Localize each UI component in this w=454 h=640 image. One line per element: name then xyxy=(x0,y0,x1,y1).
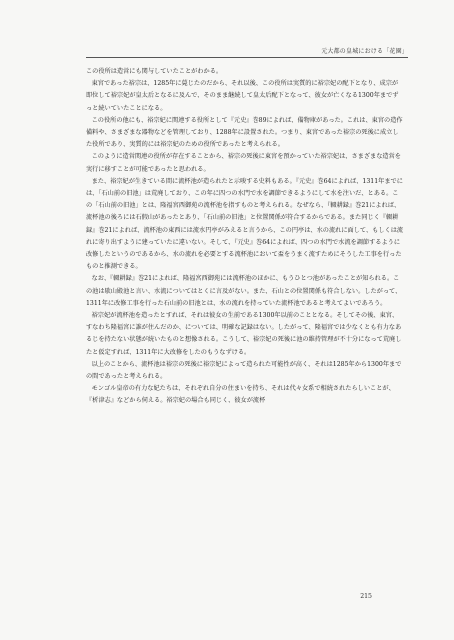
body-text xyxy=(86,66,404,408)
paragraph: なお、『輟耕録』巻21によれば、隆福宮西御苑には流杯池のほかに、もうひとつ池があったことが知られる。この池は歇山殿池と言い、水流についてはとくに言及がない。また、石山との位置関係も符合しない。したがって、1311年に改修工事を行った石山前の旧池とは、水の流れを持っていた流杯池であると考えてよいであろう。 xyxy=(86,275,402,307)
paragraph: モンゴル皇帝の有力な妃たちは、それぞれ自分の住まいを持ち、それは代々女系で相続されたらしいことが、『析津志』などから伺える。裕宗妃の場合も同じく、彼女が流杯 xyxy=(86,385,395,405)
paragraph: 東宮であった裕宗は、1285年に薨じたのだから、それ以後、この役所は実質的に裕宗妃の配下となり、成宗が即位して裕宗妃が皇太后となるに及んで、そのまま継続して皇太后配下となって、彼女が亡くなる1300年までずっと続いていたことになる。 xyxy=(86,80,399,112)
page-number: 215 xyxy=(360,593,372,600)
running-header: 元大都の皇城における「花園」 xyxy=(321,48,408,55)
paragraph: この役所の他にも、裕宗妃に関連する役所として『元史』巻89によれば、備物庫があった。これは、東宮の造作備料や、さまざまな器物などを管理しており、1288年に設置された。つまり、東宮であった裕宗の死後に成立した役所であり、実質的には裕宗妃のための役所であったと考えられる。 xyxy=(86,116,403,149)
header-rule xyxy=(86,57,408,58)
paragraph: また、裕宗妃が生きている間に流杯池が造られたと示唆する史料もある。『元史』巻64によれば、1311年までには、「石山前の旧池」は荒廃しており、この年に四つの水門で水を調節できるようにして水を注いだ、とある。この「石山前の旧池」とは、隆福宮西御苑の流杯池を指すものと考えられる。なぜなら、『輟耕録』巻21によれば、流杯池の後ろには石假山があったとあり、「石山前の旧池」と位置関係が符合するからである。また同じく『輟耕録』巻21によれば、流杯池の東西には流水円亭がみえると言うから、この円亭は、水の流れに面して、もしくは流れに寄り出すように建っていたに違いない。そして、『元史』巻64によれば、四つの水門で水流を調節するように改修したというのであるから、水の流れを必要とする流杯池において盃をうまく流すためにそうした工事を行ったものと推測できる。 xyxy=(86,177,404,271)
paragraph: この役所は造営にも関与していたことがわかる。 xyxy=(86,68,223,75)
paragraph: 以上のことから、流杯池は裕宗の死後に裕宗妃によって造られた可能性が高く、それは1285年から1300年までの間であったと考えられる。 xyxy=(86,360,402,381)
paragraph: このように造営関連の役所が存在することから、裕宗の死後に東宮を預かっていた裕宗妃は、さまざまな造営を実行に移すことが可能であったと思われる。 xyxy=(86,153,401,173)
paragraph: 裕宗妃が流杯池を造ったとすれば、それは彼女の生前である1300年以前のこととなる。そしてその後、東宮、すなわち隆福宮に誰が住んだのか、については、明確な記録はない。したがって、隆福宮では少なくとも有力なあるじを持たない状態が続いたものと想像される。こうして、裕宗妃の死後に池の維持管理が不十分になって荒廃したと仮定すれば、1311年に大改修をしたのもうなずける。 xyxy=(86,312,402,356)
